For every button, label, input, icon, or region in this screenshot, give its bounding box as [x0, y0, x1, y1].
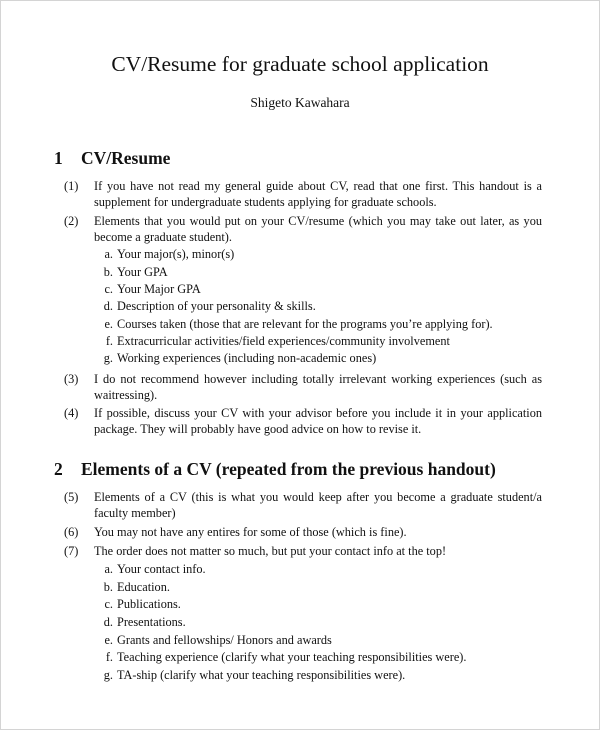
list-item-4: [64, 406, 542, 437]
sub-marker: f.: [105, 334, 113, 348]
sub-item-2b: [96, 265, 536, 281]
sub-item-2a: [96, 247, 536, 263]
sub-text: Working experiences (including non-academic ones): [117, 351, 377, 365]
item-text: The order does not matter so much, but put your contact info at the top!: [94, 544, 447, 558]
section-heading-1: [54, 147, 170, 169]
sub-text: Your Major GPA: [117, 282, 201, 296]
sub-item-7b: [96, 580, 536, 596]
sub-marker: b.: [103, 580, 113, 594]
item-marker: (6): [64, 525, 79, 539]
sub-item-7e: [96, 633, 536, 649]
sub-marker: e.: [104, 317, 113, 331]
sub-item-2g: [96, 351, 536, 367]
sub-item-7d: [96, 615, 536, 631]
sub-text: Your GPA: [117, 265, 168, 279]
sub-marker: c.: [104, 597, 113, 611]
item-text: You may not have any entires for some of those (which is fine).: [94, 525, 407, 539]
sub-marker: f.: [105, 650, 113, 664]
sub-marker: b.: [103, 265, 113, 279]
section-title: CV/Resume: [81, 148, 171, 168]
sub-text: Presentations.: [117, 615, 186, 629]
sub-item-2c: [96, 282, 536, 298]
sub-marker: a.: [104, 562, 113, 576]
sub-marker: a.: [104, 247, 113, 261]
item-text: Elements of a CV (this is what you would keep after you become a graduate student/a faculty member): [94, 490, 542, 520]
sub-text: Your major(s), minor(s): [117, 247, 235, 261]
sub-item-2d: [96, 299, 536, 315]
sub-item-7g: [96, 668, 536, 684]
sub-marker: d.: [103, 615, 113, 629]
list-item-2: [64, 214, 542, 245]
sub-item-7f: [96, 650, 536, 666]
item-marker: (5): [64, 490, 79, 504]
sub-item-7a: [96, 562, 536, 578]
item-text: If you have not read my general guide about CV, read that one first. This handout is a supplement for undergraduate students applying for graduate schools.: [94, 179, 542, 209]
sub-text: Courses taken (those that are relevant for the programs you’re applying for).: [117, 317, 493, 331]
document-author: Shigeto Kawahara: [250, 95, 350, 110]
section-number: 1: [54, 148, 63, 168]
sub-marker: e.: [104, 633, 113, 647]
section-title: Elements of a CV (repeated from the previous handout): [81, 459, 496, 479]
sub-marker: g.: [103, 351, 113, 365]
sub-item-7c: [96, 597, 536, 613]
section-heading-2: [54, 458, 496, 480]
sub-text: Teaching experience (clarify what your teaching responsibilities were).: [117, 650, 467, 664]
list-item-7: [64, 544, 542, 560]
sub-text: Publications.: [117, 597, 181, 611]
list-item-6: [64, 525, 542, 541]
list-item-3: [64, 372, 542, 403]
item-text: Elements that you would put on your CV/resume (which you may take out later, as you become a graduate student).: [94, 214, 542, 244]
item-text: I do not recommend however including totally irrelevant working experiences (such as waitressing).: [94, 372, 542, 402]
item-marker: (2): [64, 214, 79, 228]
sub-text: Description of your personality & skills.: [117, 299, 316, 313]
sub-item-2f: [96, 334, 536, 350]
sub-text: Education.: [117, 580, 170, 594]
item-marker: (1): [64, 179, 79, 193]
sub-text: Extracurricular activities/field experiences/community involvement: [117, 334, 450, 348]
sub-item-2e: [96, 317, 536, 333]
sub-text: TA-ship (clarify what your teaching responsibilities were).: [117, 668, 406, 682]
item-marker: (7): [64, 544, 79, 558]
sub-text: Your contact info.: [117, 562, 206, 576]
sub-marker: c.: [104, 282, 113, 296]
sub-text: Grants and fellowships/ Honors and awards: [117, 633, 332, 647]
item-marker: (3): [64, 372, 79, 386]
sub-marker: g.: [103, 668, 113, 682]
item-text: If possible, discuss your CV with your advisor before you include it in your application package. They will probably have good advice on how to revise it.: [94, 406, 542, 436]
list-item-5: [64, 490, 542, 521]
item-marker: (4): [64, 406, 79, 420]
sub-marker: d.: [103, 299, 113, 313]
section-number: 2: [54, 459, 63, 479]
document-title: CV/Resume for graduate school application: [111, 52, 489, 76]
list-item-1: [64, 179, 542, 210]
